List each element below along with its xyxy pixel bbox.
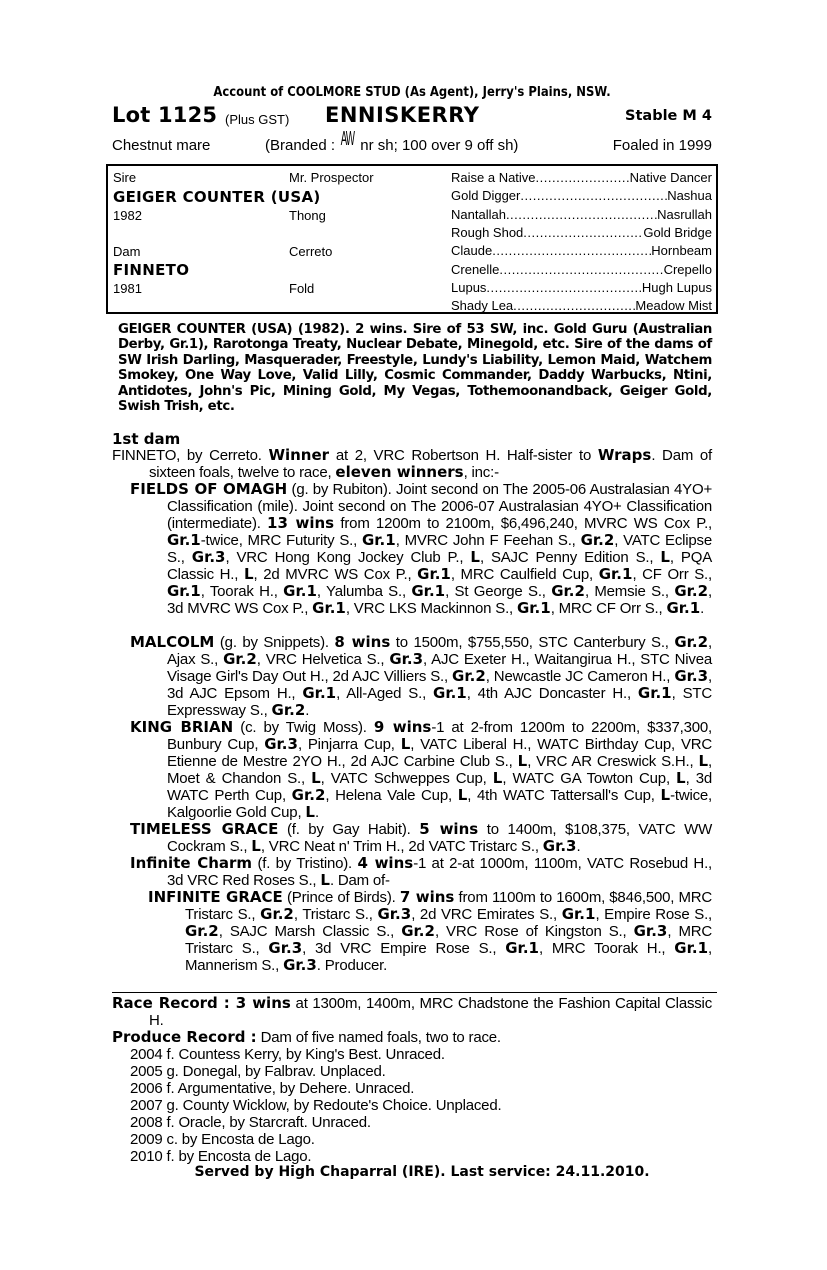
grandparent-row: Gold Digger ..... Nashua <box>451 188 712 203</box>
sire-sire: Mr. Prospector <box>289 170 374 185</box>
produce-item: 2007 g. County Wicklow, by Redoute's Choice. Unplaced. <box>130 1097 502 1114</box>
sire-year: 1982 <box>113 208 142 223</box>
stable-location: Stable M 4 <box>625 108 712 124</box>
colour-sex: Chestnut mare <box>112 137 211 154</box>
grandparent-row: Lupus ..... Hugh Lupus <box>451 280 712 295</box>
plus-gst: (Plus GST) <box>225 112 290 127</box>
dam-dam: Fold <box>289 281 315 296</box>
produce-item: 2009 c. by Encosta de Lago. <box>130 1131 315 1148</box>
first-dam-heading: 1st dam <box>112 430 181 448</box>
lot-header <box>112 103 712 129</box>
progeny-entry: KING BRIAN (c. by Twig Moss). 9 wins-1 at 2-from 1200m to 2200m, $337,300, Bunbury Cup, Gr.3, Pinjarra Cup, L, VATC Liberal H., WATC Birthday Cup, VRC Etienne de Mestre 2YO H., 2d AJC Carbine Club S., L, VRC AR Creswick S.H., L, Moet & Chandon S., L, VATC Schweppes Cup, L, WATC GA Towton Cup, L, 3d WATC Perth Cup, Gr.2, Helena Vale Cup, L, 4th WATC Tattersall's Cup, L-twice, Kalgoorlie Gold Cup, L. <box>130 718 713 821</box>
progeny-entry: MALCOLM (g. by Snippets). 8 wins to 1500m, $755,550, STC Canterbury S., Gr.2, Ajax S., Gr.2, VRC Helvetica S., Gr.3, AJC Exeter H., Waitangirua H., STC Nivea Visage Girl's Day Out H., 2d AJC Villiers S., Gr.2, Newcastle JC Cameron H., Gr.3, 3d AJC Epsom H., Gr.1, All-Aged S., Gr.1, 4th AJC Doncaster H., Gr.1, STC Expressway S., Gr.2. <box>130 633 712 719</box>
dam-year: 1981 <box>113 281 142 296</box>
progeny-entry: TIMELESS GRACE (f. by Gay Habit). 5 wins to 1400m, $108,375, VATC WW Cockram S., L, VRC Neat n' Trim H., 2d VATC Tristarc S., Gr.3. <box>130 820 713 855</box>
dam-sire: Cerreto <box>289 244 333 259</box>
race-record: Race Record : 3 wins at 1300m, 1400m, MRC Chadstone the Fashion Capital Classic H. <box>112 994 712 1029</box>
dam-name: FINNETO <box>113 261 190 279</box>
sire-name: GEIGER COUNTER (USA) <box>113 188 321 206</box>
produce-item: 2010 f. by Encosta de Lago. <box>130 1148 312 1165</box>
grand-progeny-entry: INFINITE GRACE (Prince of Birds). 7 wins from 1100m to 1600m, $846,500, MRC Tristarc S., Gr.2, Tristarc S., Gr.3, 2d VRC Emirates S., Gr.1, Empire Rose S., Gr.2, SAJC Marsh Classic S., Gr.2, VRC Rose of Kingston S., Gr.3, MRC Tristarc S., Gr.3, 3d VRC Empire Rose S., Gr.1, MRC Toorak H., Gr.1, Mannerism S., Gr.3. Producer. <box>148 888 713 974</box>
sire-dam: Thong <box>289 208 326 223</box>
progeny-entry: Infinite Charm (f. by Tristino). 4 wins-1 at 2-at 1000m, 1100m, VATC Rosebud H., 3d VRC Red Roses S., L. Dam of- <box>130 854 712 889</box>
produce-record-label: Produce Record : <box>112 1028 257 1046</box>
produce-item: 2004 f. Countess Kerry, by King's Best. Unraced. <box>130 1046 445 1063</box>
produce-record-summary: Produce Record : Dam of five named foals, two to race. <box>112 1028 501 1046</box>
dam-label: Dam <box>113 244 141 259</box>
grandparent-row: Claude ..... Hornbeam <box>451 243 712 258</box>
grandparent-row: Raise a Native ..... Native Dancer <box>451 170 712 185</box>
grandparent-row: Crenelle ..... Crepello <box>451 262 712 277</box>
produce-item: 2006 f. Argumentative, by Dehere. Unraced. <box>130 1080 415 1097</box>
grandparent-row: Rough Shod ..... Gold Bridge <box>451 225 712 240</box>
progeny-entry: FIELDS OF OMAGH (g. by Rubiton). Joint second on The 2005-06 Australasian 4YO+ Classification (mile). Joint second on The 2006-07 Australasian 4YO+ Classification (intermediate). 13 wins from 1200m to 2100m, $6,496,240, MVRC WS Cox P., Gr.1-twice, MRC Futurity S., Gr.1, MVRC John F Feehan S., Gr.2, VATC Eclipse S., Gr.3, VRC Hong Kong Jockey Club P., L, SAJC Penny Edition S., L, PQA Classic H., L, 2d MVRC WS Cox P., Gr.1, MRC Caulfield Cup, Gr.1, CF Orr S., Gr.1, Toorak H., Gr.1, Yalumba S., Gr.1, St George S., Gr.2, Memsie S., Gr.2, 3d MVRC WS Cox P., Gr.1, VRC LKS Mackinnon S., Gr.1, MRC CF Orr S., Gr.1. <box>130 480 713 617</box>
brand-mark-icon: AW <box>340 126 355 150</box>
produce-item: 2005 g. Donegal, by Falbrav. Unplaced. <box>130 1063 386 1080</box>
produce-item: 2008 f. Oracle, by Starcraft. Unraced. <box>130 1114 371 1131</box>
brand-description: (Branded : AW nr sh; 100 over 9 off sh) <box>265 126 519 154</box>
vendor-account: Account of COOLMORE STUD (As Agent), Jerry's Plains, NSW. <box>213 84 611 100</box>
first-dam-intro: FINNETO, by Cerreto. Winner at 2, VRC Robertson H. Half-sister to Wraps. Dam of sixteen foals, twelve to race, eleven winners, inc:- <box>112 446 712 481</box>
horse-name: ENNISKERRY <box>325 103 480 127</box>
served-by-note: Served by High Chaparral (IRE). Last service: 24.11.2010. <box>194 1164 650 1180</box>
grandparent-row: Shady Lea ..... Meadow Mist <box>451 298 712 313</box>
sire-label: Sire <box>113 170 137 185</box>
lot-number: Lot 1125 <box>112 103 218 127</box>
grandparent-row: Nantallah ..... Nasrullah <box>451 207 712 222</box>
sire-summary: GEIGER COUNTER (USA) (1982). 2 wins. Sire of 53 SW, inc. Gold Guru (Australian Derby, Gr.1), Rarotonga Treaty, Nuclear Debate, Minegold, etc. Sire of the dams of SW Irish Darling, Masquerader, Freestyle, Lundy's Liability, Lemon Maid, Watchem Smokey, One Way Love, Valid Lilly, Cosmic Commander, Daddy Warbucks, Ntini, Antidotes, John's Pic, Mining Gold, My Vegas, Tothemoonandback, Geiger Gold, Swish Trish, etc. <box>118 322 712 415</box>
pedigree-table <box>106 164 718 314</box>
foaled-year: Foaled in 1999 <box>612 137 712 154</box>
horse-description <box>112 126 712 157</box>
section-divider <box>112 992 717 993</box>
